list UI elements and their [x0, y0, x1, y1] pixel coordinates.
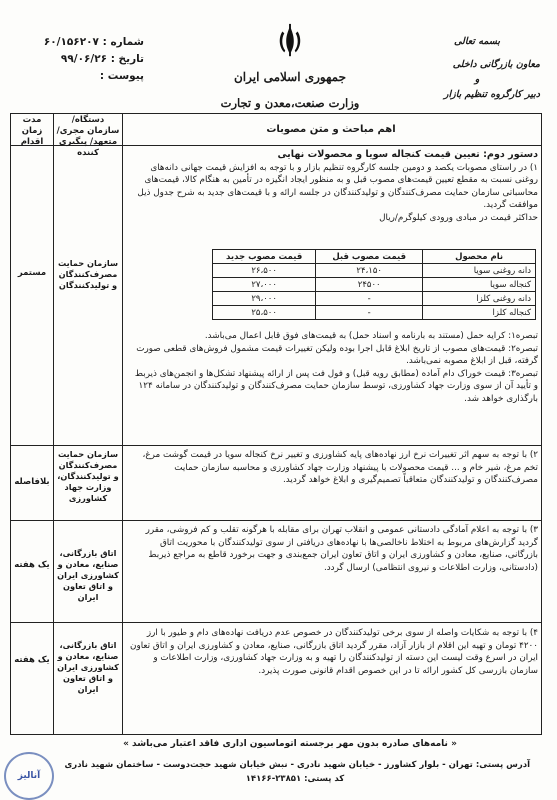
duration-header: مدت زمان اقدام: [20, 115, 44, 147]
row-3-agency: اتاق بازرگانی، صنایع، معادن و کشاورزی ایران و اتاق تعاون ایران: [57, 548, 119, 602]
content-header: اهم مباحث و متن مصوبات: [266, 124, 396, 135]
letter-attachment: پیوست :: [99, 70, 144, 82]
row-1-duration: مستمر: [17, 268, 47, 278]
product-name: کنجاله کلزا: [423, 306, 536, 320]
row-2-duration: بلافاصله: [14, 477, 50, 487]
recipient-line-1: معاون بازرگانی داخلی: [452, 59, 540, 70]
ministry-name: وزارت صنعت،معدن و تجارت: [220, 96, 360, 110]
country-name: جمهوری اسلامی ایران: [233, 70, 347, 84]
note-3: تبصره۳: قیمت خوراک دام آماده (مطابق رویه قبل) و فول فت پس از ارائه پیشنهاد تشکل‌ها و انجمن‌های ذیربط و تأیید آن از سوی وزارت جهاد کشاورزی، توسط سازمان حمایت مصرف‌کنندگان و تولیدکنندگان در سامانه ۱۲۴ بارگذاری خواهد شد.: [134, 368, 538, 404]
row-4-content: ۴) با توجه به شکایات واصله از سوی برخی تولیدکنندگان در خصوص عدم دریافت نهاده‌های دام و طیور با ارز ۴۲۰۰ تومان و تهیه این اقلام از بازار آزاد، مقرر گردید اتاق بازرگانی، صنایع، معادن و کشاورزی ایران و اتاق تعاون ایران در اسرع وقت لیست این دسته از تولیدکنندگان را تهیه و به وزارت جهاد کشاورزی، وزارت اطلاعات و سازمان بازرسی کل کشور ارائه تا در این خصوص اقدام قانونی صورت پذیرد.: [130, 628, 538, 676]
row-3-content: ۳) با توجه به اعلام آمادگی دادستانی عمومی و انقلاب تهران برای مقابله با هرگونه تقلب و کم فروشی، مقرر گردید گزارش‌های مربوط به اختلاط ناخالصی‌ها با نهاده‌های دریافتی از سوی تولیدکنندگان با محوریت اتاق بازرگانی، صنایع، معادن و کشاورزی ایران و اتاق تعاون ایران جمع‌بندی و جهت برخورد قاطع به مراجع ذیربط (دادستانی، وزارت اطلاعات و نیروی انتظامی) ارسال گردد.: [145, 525, 538, 573]
table-row: [213, 306, 536, 320]
row-2-content: ۲) با توجه به سهم اثر تغییرات نرخ ارز نهاده‌های پایه کشاورزی و تغییر نرخ کنجاله سویا در قیمت گوشت مرغ، تخم مرغ، شیر خام و ... قیمت محصولات با پیشنهاد وزارت جهاد کشاورزی و محاسبه سازمان حمایت مصرف‌کنندگان و تولیدکنندگان متعاقباً تصمیم‌گیری و ابلاغ خواهد گردید.: [142, 450, 538, 486]
old-price: -: [316, 306, 423, 320]
row-3-duration: یک هفته: [14, 560, 50, 570]
recipient-line-3: دبیر کارگروه تنظیم بازار: [443, 89, 540, 100]
price-table: [212, 249, 536, 320]
invocation: بسمه تعالی: [454, 36, 500, 47]
postal-code: کد پستی: ۲۳۸۵۱-۱۴۱۶۶: [245, 774, 345, 784]
recipient-block: [414, 34, 540, 102]
section-title: دستور دوم: تعیین قیمت کنجاله سویا و محصولات نهایی: [277, 149, 538, 160]
table-row: [213, 292, 536, 306]
validity-note: « نامه‌های صادره بدون مهر برجسته اتوماسیون اداری فاقد اعتبار می‌باشد »: [123, 739, 457, 749]
new-price: ۲۶،۵۰۰: [213, 264, 316, 278]
price-table-header-row: [213, 250, 536, 264]
product-name: دانه روغنی سویا: [423, 264, 536, 278]
product-name: دانه روغنی کلزا: [423, 292, 536, 306]
iran-emblem-icon: [271, 22, 309, 60]
old-price: -: [316, 292, 423, 306]
row-divider: [10, 622, 542, 623]
new-price: ۲۷،۰۰۰: [213, 278, 316, 292]
watermark-stamp: آنالیز: [4, 752, 54, 800]
column-divider: [122, 113, 123, 735]
column-header: نام محصول: [423, 250, 536, 264]
row-1-text: ۱) در راستای مصوبات یکصد و دومین جلسه کارگروه تنظیم بازار و با توجه به افزایش قیمت جهانی دانه‌های روغنی نسبت به مقطع تعیین قیمت‌های مصوب قبل و به منظور ایجاد انگیزه در تأمین به هنگام کالا، قیمت‌های محاسباتی سازمان حمایت مصرف‌کنندگان و تولیدکنندگان در جلسه ارائه و با قیمت‌های جدید به شرح جدول ذیل موافقت گردید.: [137, 162, 538, 211]
table-caption: حداکثر قیمت در مبادی ورودی کیلوگرم/ریال: [379, 212, 538, 223]
column-header: قیمت مصوب جدید: [213, 250, 316, 264]
row-divider: [10, 445, 542, 446]
letter-date: تاریخ : ۹۹/۰۶/۲۶: [60, 53, 144, 65]
row-4-duration: یک هفته: [14, 655, 50, 665]
row-1-content: [128, 149, 538, 225]
row-1-agency: سازمان حمایت مصرف‌کنندگان و تولیدکنندگان: [57, 258, 119, 290]
new-price: ۲۵،۵۰۰: [213, 306, 316, 320]
old-price: ۲۴۵۰۰: [316, 278, 423, 292]
note-1: تبصره۱: کرایه حمل (مستند به بارنامه و اسناد حمل) به قیمت‌های فوق قابل اعمال می‌باشد.: [204, 331, 538, 341]
recipient-line-2: و: [474, 74, 480, 85]
column-divider: [53, 113, 54, 735]
table-row: [213, 264, 536, 278]
row-2-agency: سازمان حمایت مصرف‌کنندگان و تولیدکنندگان، وزارت جهاد کشاورزی: [57, 449, 119, 503]
postal-address: آدرس پستی: تهران - بلوار کشاورز - خیابان شهید نادری - نبش خیابان شهید حجت‌دوست - ساختمان شهید نادری: [64, 760, 530, 770]
row-divider: [10, 520, 542, 521]
table-row: [213, 278, 536, 292]
agency-header: دستگاه/سازمان مجری/متعهد/ پیگیری کننده: [56, 115, 120, 158]
postal-address-block: [60, 758, 530, 786]
new-price: ۲۹،۰۰۰: [213, 292, 316, 306]
column-header: قیمت مصوب قبل: [316, 250, 423, 264]
letter-meta: [14, 34, 144, 85]
old-price: ۲۴،۱۵۰: [316, 264, 423, 278]
product-name: کنجاله سویا: [423, 278, 536, 292]
row-1-notes: [128, 330, 538, 406]
letter-number: شماره : ۶۰/۱۵۶۲۰۷: [43, 36, 144, 48]
letterhead: [205, 22, 375, 110]
row-4-agency: اتاق بازرگانی، صنایع، معادن و کشاورزی ایران و اتاق تعاون ایران: [57, 640, 119, 694]
note-2: تبصره۲: قیمت‌های مصوب از تاریخ ابلاغ قابل اجرا بوده ولیکن تغییرات قیمت مشمول فروش‌های قطعی صورت گرفته، قبل از ابلاغ مصوبه نمی‌باشد.: [136, 343, 538, 367]
